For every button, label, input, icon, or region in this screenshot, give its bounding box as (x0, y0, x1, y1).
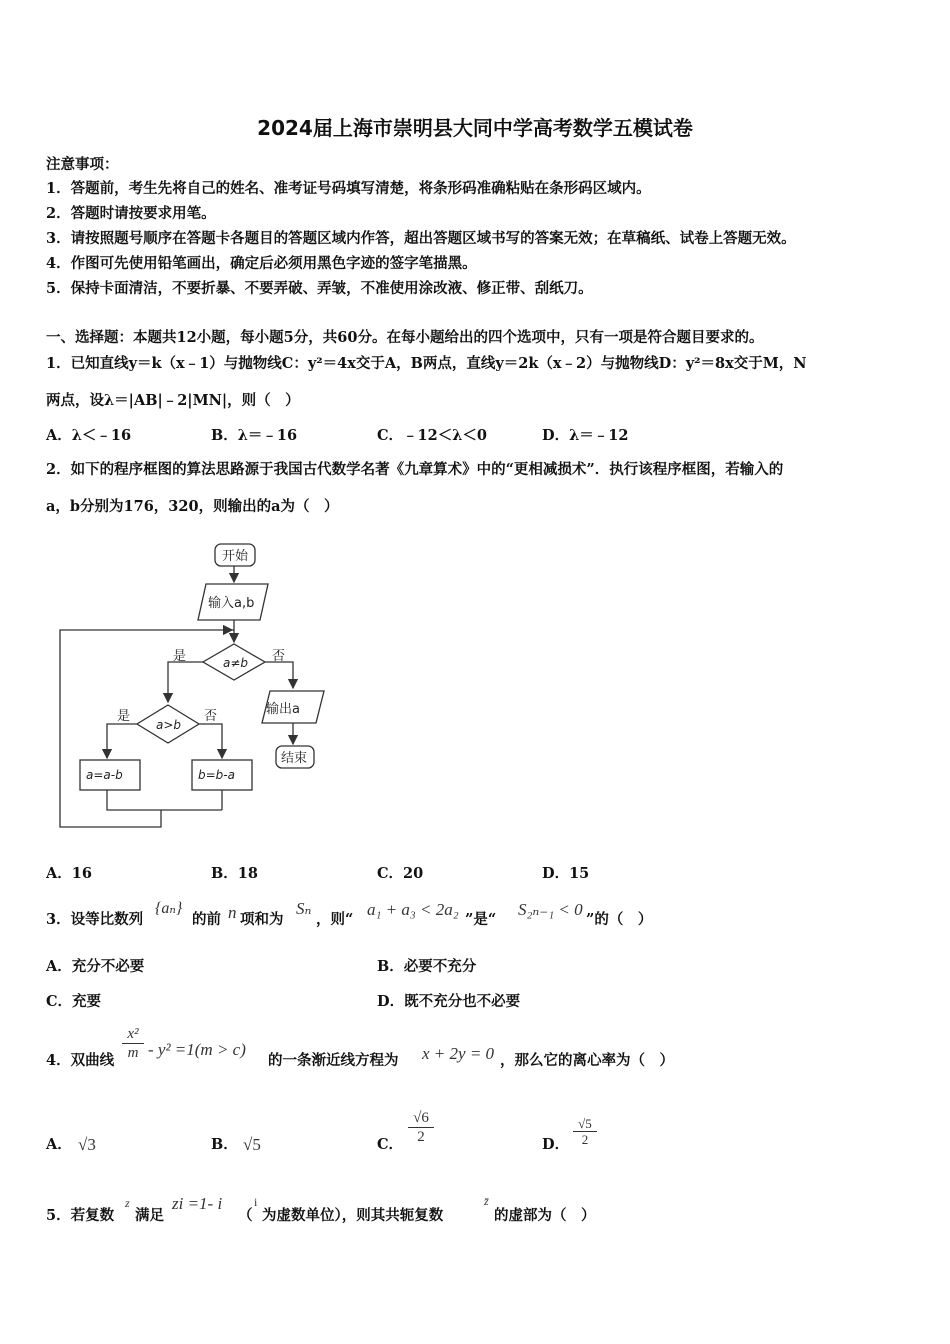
q3-option-b[interactable]: B．必要不充分 (377, 958, 477, 975)
q1-stem-line1: 1．已知直线y＝k（x﹣1）与抛物线C：y²＝4x交于A，B两点，直线y＝2k（x﹣2）与抛物线D：y²＝8x交于M，N (46, 355, 807, 372)
q3-stem-part: 项和为 (240, 911, 284, 928)
q4-option-d-num: √5 (578, 1116, 592, 1131)
q1-option-b[interactable]: B．λ＝﹣16 (211, 427, 298, 444)
q1-option-d[interactable]: D．λ＝﹣12 (542, 427, 629, 444)
q3-stem-part: ”的（ ） (586, 911, 653, 928)
q5-zbar-formula: z̄ (484, 1194, 489, 1208)
q4-option-b-value: √5 (243, 1135, 261, 1154)
q2-option-b[interactable]: B．18 (211, 865, 258, 882)
q4-option-c-num: √6 (413, 1110, 429, 1126)
notice-item: 3．请按照题号顺序在答题卡各题目的答题区域内作答，超出答题区域书写的答案无效；在草稿纸、试卷上答题无效。 (46, 230, 796, 247)
notice-heading: 注意事项： (46, 156, 119, 173)
q3-n-formula: n (228, 903, 237, 922)
notice-item: 4．作图可先使用铅笔画出，确定后必须用黑色字迹的签字笔描黑。 (46, 255, 477, 272)
flowchart-start-label: 开始 (222, 549, 249, 564)
q3-stem-part: 3．设等比数列 (46, 911, 144, 928)
q3-option-c[interactable]: C．充要 (46, 993, 102, 1010)
q3-stem-part: 的前 (192, 911, 221, 928)
page-title: 2024届上海市崇明县大同中学高考数学五模试卷 (257, 116, 693, 140)
q3-cond2-formula: S₂ₙ₋₁ < 0 (518, 900, 583, 919)
q3-seq-formula: {aₙ} (155, 900, 183, 917)
flowchart-cond2-label: a>b (156, 718, 182, 732)
notice-item: 5．保持卡面清洁，不要折暴、不要弄破、弄皱，不准使用涂改液、修正带、刮纸刀。 (46, 280, 593, 297)
q4-option-d[interactable]: D． (542, 1136, 570, 1153)
q4-fraction-num: x² (127, 1026, 139, 1042)
q1-option-c[interactable]: C．﹣12＜λ＜0 (377, 427, 487, 444)
q1-option-a[interactable]: A．λ＜﹣16 (46, 427, 132, 444)
q3-cond1-formula: a₁ + a₃ < 2a₂ (367, 900, 459, 919)
q5-stem-part: 5．若复数 (46, 1207, 115, 1224)
flowchart-assign2-label: b=b-a (198, 768, 235, 782)
section-heading: 一、选择题：本题共12小题，每小题5分，共60分。在每小题给出的四个选项中，只有一项是符合题目要求的。 (46, 329, 764, 346)
flowchart-output-label: 输出a (266, 702, 300, 717)
q4-option-a-value: √3 (78, 1135, 96, 1154)
q3-option-a[interactable]: A．充分不必要 (46, 958, 145, 975)
q5-z-formula: z (125, 1196, 130, 1210)
flowchart-input-label: 输入a,b (208, 596, 255, 611)
q4-stem-part: 4．双曲线 (46, 1052, 115, 1069)
q5-stem-part: 满足 (135, 1207, 164, 1224)
q5-i-formula: i (254, 1195, 258, 1209)
flowchart-assign1-label: a=a-b (86, 768, 123, 782)
q2-option-a[interactable]: A．16 (46, 865, 92, 882)
notice-item: 1．答题前，考生先将自己的姓名、准考证号码填写清楚，将条形码准确粘贴在条形码区域内。 (46, 180, 651, 197)
flowchart-no2-label: 否 (204, 709, 218, 724)
q4-equation-rest: - y² =1(m > c) (148, 1040, 246, 1059)
q2-stem-line1: 2．如下的程序框图的算法思路源于我国古代数学名著《九章算术》中的“更相减损术”．执行该程序框图，若输入的 (46, 461, 784, 478)
q5-stem-part: （ (238, 1207, 253, 1224)
q4-option-c-den: 2 (417, 1129, 425, 1145)
flowchart-yes2-label: 是 (117, 709, 131, 724)
q3-stem-part: ，则“ (316, 911, 354, 928)
q4-fraction-den: m (127, 1045, 139, 1061)
q1-stem-line2: 两点，设λ＝|AB|﹣2|MN|，则（ ） (46, 392, 300, 409)
q2-option-c[interactable]: C．20 (377, 865, 424, 882)
q4-option-c[interactable]: C． (377, 1136, 404, 1153)
q4-option-b[interactable]: B． (211, 1136, 238, 1153)
q5-stem-part: 的虚部为（ ） (494, 1207, 596, 1224)
q3-option-d[interactable]: D．既不充分也不必要 (377, 993, 521, 1010)
q3-stem-part: ”是“ (465, 911, 497, 928)
flowchart-cond1-label: a≠b (223, 656, 249, 670)
q4-fraction (122, 1025, 144, 1062)
q4-option-c-fraction (408, 1109, 434, 1146)
q2-stem-line2: a，b分别为176，320，则输出的a为（ ） (46, 498, 339, 515)
q4-stem-part: 的一条渐近线方程为 (268, 1052, 399, 1069)
q4-option-a[interactable]: A． (46, 1136, 72, 1153)
flowchart-yes-label: 是 (173, 649, 187, 664)
q4-asymptote-formula: x + 2y = 0 (422, 1044, 495, 1063)
q3-sn-formula: Sₙ (296, 899, 312, 918)
q4-option-d-fraction (573, 1116, 597, 1147)
q2-option-d[interactable]: D．15 (542, 865, 590, 882)
flowchart-end-label: 结束 (281, 751, 308, 766)
q4-stem-part: ，那么它的离心率为（ ） (500, 1052, 674, 1069)
flowchart-no-label: 否 (272, 649, 286, 664)
q5-stem-part: 为虚数单位），则其共轭复数 (262, 1207, 444, 1224)
notice-item: 2．答题时请按要求用笔。 (46, 205, 216, 222)
q5-equation-formula: zi =1- i (172, 1194, 223, 1213)
q4-option-d-den: 2 (581, 1132, 589, 1147)
